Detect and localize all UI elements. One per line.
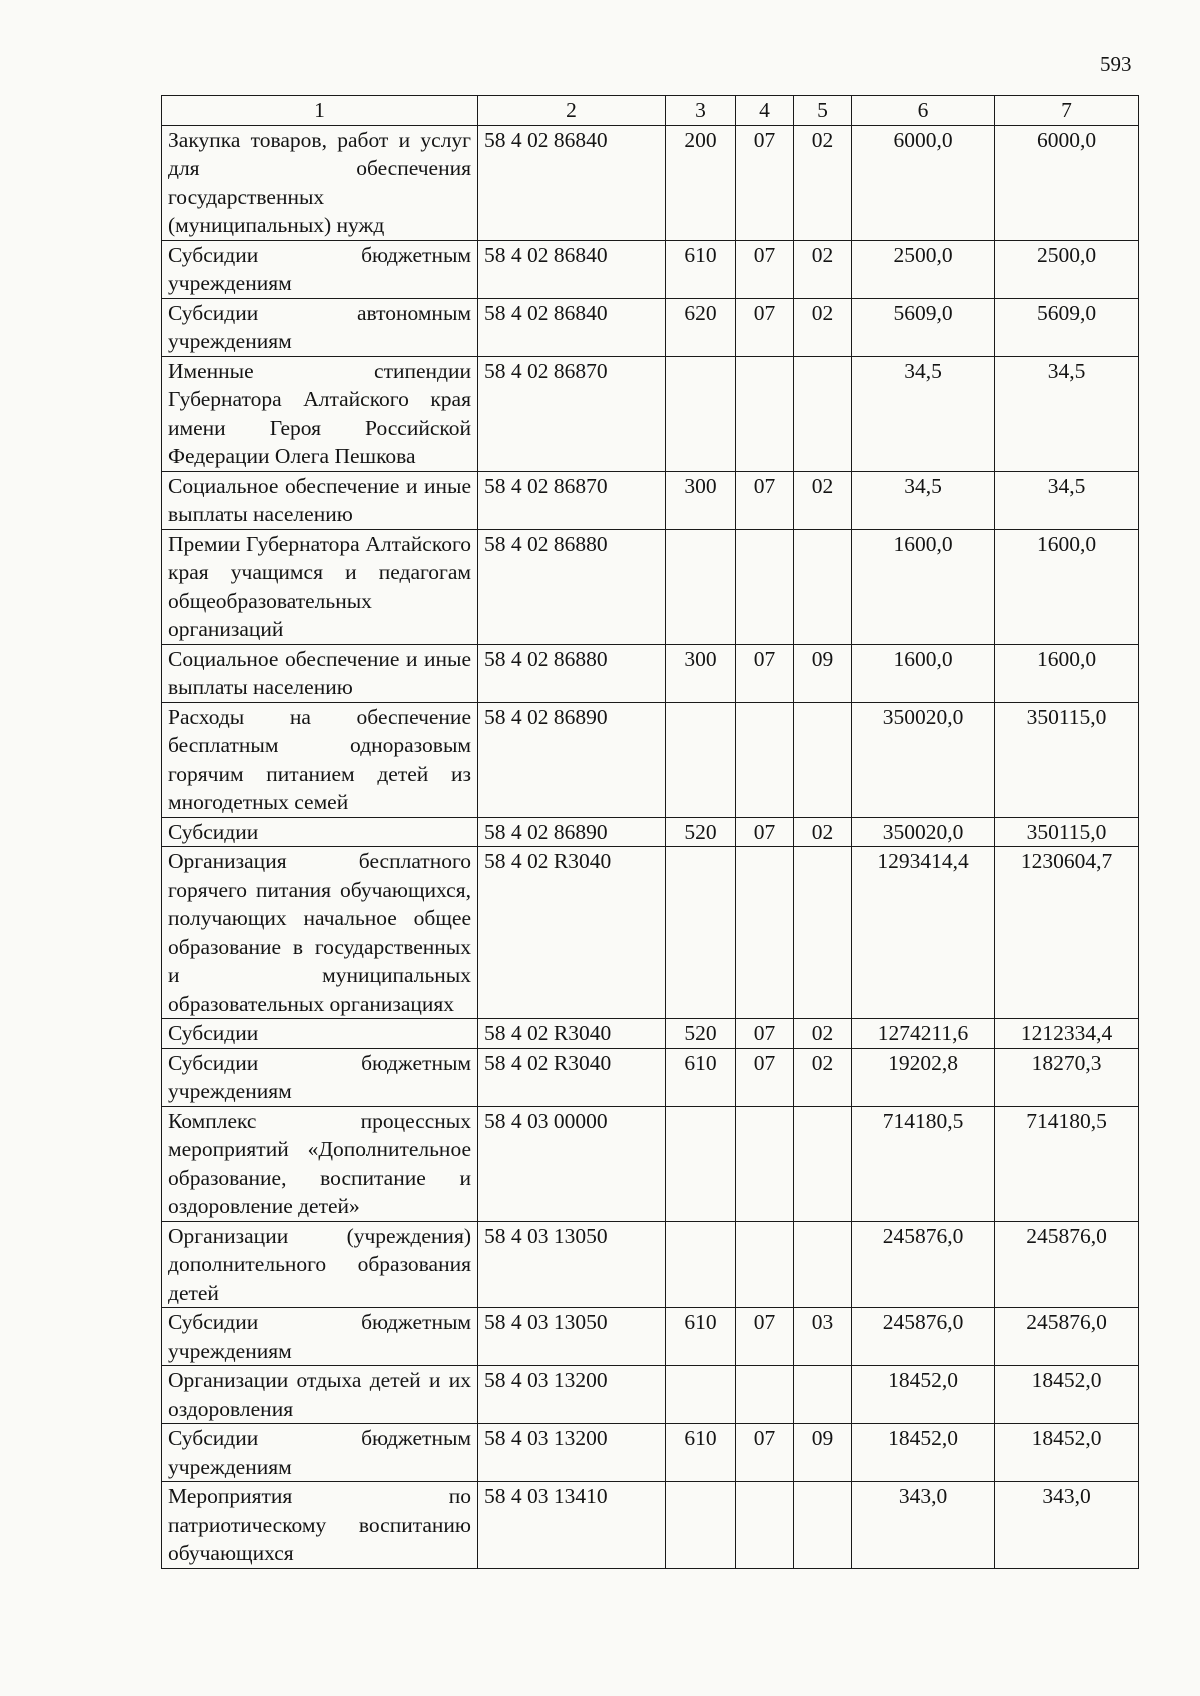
row-col6: 5609,0 <box>852 298 995 356</box>
row-col7: 5609,0 <box>995 298 1139 356</box>
row-col7: 18270,3 <box>995 1048 1139 1106</box>
table-row <box>162 644 1139 702</box>
row-col4 <box>736 1221 794 1308</box>
row-col4: 07 <box>736 1424 794 1482</box>
row-col5: 02 <box>794 125 852 240</box>
row-col4 <box>736 702 794 817</box>
row-col3: 200 <box>666 125 736 240</box>
row-col4 <box>736 1482 794 1569</box>
row-col4: 07 <box>736 1048 794 1106</box>
row-code: 58 4 02 86870 <box>478 356 666 471</box>
table-row <box>162 1424 1139 1482</box>
table-row <box>162 240 1139 298</box>
row-col5: 09 <box>794 1424 852 1482</box>
table-row <box>162 1019 1139 1049</box>
row-col3: 520 <box>666 1019 736 1049</box>
row-col3 <box>666 529 736 644</box>
row-name: Социальное обеспечение и иные выплаты населению <box>162 644 478 702</box>
row-code: 58 4 03 13050 <box>478 1221 666 1308</box>
row-col3: 610 <box>666 1424 736 1482</box>
row-col5 <box>794 1221 852 1308</box>
table-row <box>162 125 1139 240</box>
table-row <box>162 817 1139 847</box>
table-row <box>162 1221 1139 1308</box>
row-col4: 07 <box>736 644 794 702</box>
row-col6: 714180,5 <box>852 1106 995 1221</box>
row-name: Мероприятия по патриотическому воспитанию обучающихся <box>162 1482 478 1569</box>
row-col7: 343,0 <box>995 1482 1139 1569</box>
row-code: 58 4 02 R3040 <box>478 1019 666 1049</box>
row-col7: 34,5 <box>995 471 1139 529</box>
row-col7: 2500,0 <box>995 240 1139 298</box>
row-col7: 18452,0 <box>995 1424 1139 1482</box>
row-name: Организация бесплатного горячего питания обучающихся, получающих начальное общее образование в государственных и муниципальных образовательных организациях <box>162 847 478 1019</box>
row-col4: 07 <box>736 240 794 298</box>
table-row <box>162 702 1139 817</box>
row-col5 <box>794 1366 852 1424</box>
table-row <box>162 1366 1139 1424</box>
row-code: 58 4 03 13410 <box>478 1482 666 1569</box>
row-name: Комплекс процессных мероприятий «Дополнительное образование, воспитание и оздоровление детей» <box>162 1106 478 1221</box>
row-col6: 350020,0 <box>852 702 995 817</box>
row-col4: 07 <box>736 298 794 356</box>
column-header-3: 3 <box>666 96 736 126</box>
column-header-1: 1 <box>162 96 478 126</box>
row-name: Субсидии бюджетным учреждениям <box>162 240 478 298</box>
row-col4: 07 <box>736 1308 794 1366</box>
row-name: Организации отдыха детей и их оздоровления <box>162 1366 478 1424</box>
row-col4 <box>736 1106 794 1221</box>
row-name: Социальное обеспечение и иные выплаты населению <box>162 471 478 529</box>
table-row <box>162 471 1139 529</box>
row-col5 <box>794 1482 852 1569</box>
row-code: 58 4 02 R3040 <box>478 1048 666 1106</box>
row-col3: 610 <box>666 240 736 298</box>
table-body <box>162 125 1139 1568</box>
column-header-2: 2 <box>478 96 666 126</box>
row-col5: 02 <box>794 240 852 298</box>
table-row <box>162 847 1139 1019</box>
row-col3: 520 <box>666 817 736 847</box>
budget-table <box>161 95 1139 1569</box>
row-code: 58 4 03 13200 <box>478 1424 666 1482</box>
row-col7: 6000,0 <box>995 125 1139 240</box>
row-name: Субсидии бюджетным учреждениям <box>162 1048 478 1106</box>
row-name: Премии Губернатора Алтайского края учащимся и педагогам общеобразовательных организаций <box>162 529 478 644</box>
row-col5 <box>794 529 852 644</box>
row-code: 58 4 02 86880 <box>478 644 666 702</box>
row-col7: 350115,0 <box>995 817 1139 847</box>
row-col7: 1212334,4 <box>995 1019 1139 1049</box>
row-col4 <box>736 356 794 471</box>
row-col5: 02 <box>794 471 852 529</box>
row-code: 58 4 03 13050 <box>478 1308 666 1366</box>
row-col6: 343,0 <box>852 1482 995 1569</box>
row-col5 <box>794 702 852 817</box>
row-code: 58 4 02 86840 <box>478 240 666 298</box>
row-col3: 610 <box>666 1048 736 1106</box>
row-col6: 245876,0 <box>852 1308 995 1366</box>
row-col5 <box>794 847 852 1019</box>
row-col5 <box>794 1106 852 1221</box>
row-col6: 19202,8 <box>852 1048 995 1106</box>
row-code: 58 4 02 86890 <box>478 817 666 847</box>
row-col5: 02 <box>794 1019 852 1049</box>
row-name: Организации (учреждения) дополнительного образования детей <box>162 1221 478 1308</box>
row-code: 58 4 02 R3040 <box>478 847 666 1019</box>
table-row <box>162 298 1139 356</box>
row-col5: 02 <box>794 298 852 356</box>
row-col7: 245876,0 <box>995 1308 1139 1366</box>
row-code: 58 4 02 86870 <box>478 471 666 529</box>
row-col4 <box>736 1366 794 1424</box>
row-col6: 2500,0 <box>852 240 995 298</box>
row-col5: 02 <box>794 1048 852 1106</box>
row-name: Закупка товаров, работ и услуг для обеспечения государственных (муниципальных) нужд <box>162 125 478 240</box>
row-col5: 02 <box>794 817 852 847</box>
row-col7: 34,5 <box>995 356 1139 471</box>
row-code: 58 4 02 86880 <box>478 529 666 644</box>
row-col4: 07 <box>736 1019 794 1049</box>
row-col5: 09 <box>794 644 852 702</box>
row-code: 58 4 03 00000 <box>478 1106 666 1221</box>
row-col3 <box>666 702 736 817</box>
row-col7: 1230604,7 <box>995 847 1139 1019</box>
row-code: 58 4 02 86840 <box>478 125 666 240</box>
row-col7: 18452,0 <box>995 1366 1139 1424</box>
row-col5: 03 <box>794 1308 852 1366</box>
row-col6: 350020,0 <box>852 817 995 847</box>
row-name: Расходы на обеспечение бесплатным одноразовым горячим питанием детей из многодетных семей <box>162 702 478 817</box>
row-col6: 18452,0 <box>852 1424 995 1482</box>
table-row <box>162 356 1139 471</box>
row-col6: 34,5 <box>852 471 995 529</box>
row-col4 <box>736 529 794 644</box>
row-col6: 1293414,4 <box>852 847 995 1019</box>
row-col4: 07 <box>736 817 794 847</box>
column-header-4: 4 <box>736 96 794 126</box>
column-header-5: 5 <box>794 96 852 126</box>
row-col4: 07 <box>736 471 794 529</box>
row-code: 58 4 03 13200 <box>478 1366 666 1424</box>
row-col6: 34,5 <box>852 356 995 471</box>
row-name: Субсидии бюджетным учреждениям <box>162 1308 478 1366</box>
row-col3: 610 <box>666 1308 736 1366</box>
row-col3: 620 <box>666 298 736 356</box>
row-col3: 300 <box>666 644 736 702</box>
row-name: Субсидии автономным учреждениям <box>162 298 478 356</box>
row-name: Субсидии <box>162 1019 478 1049</box>
row-col7: 714180,5 <box>995 1106 1139 1221</box>
column-header-6: 6 <box>852 96 995 126</box>
row-col6: 245876,0 <box>852 1221 995 1308</box>
row-col7: 1600,0 <box>995 644 1139 702</box>
row-col3 <box>666 1106 736 1221</box>
table-row <box>162 529 1139 644</box>
table-row <box>162 1106 1139 1221</box>
row-code: 58 4 02 86890 <box>478 702 666 817</box>
row-col7: 350115,0 <box>995 702 1139 817</box>
row-col4: 07 <box>736 125 794 240</box>
table-row <box>162 1048 1139 1106</box>
row-col3: 300 <box>666 471 736 529</box>
row-col6: 1600,0 <box>852 529 995 644</box>
row-col3 <box>666 1366 736 1424</box>
row-col5 <box>794 356 852 471</box>
row-col4 <box>736 847 794 1019</box>
table-row <box>162 1482 1139 1569</box>
page-number: 593 <box>1100 52 1132 76</box>
row-name: Именные стипендии Губернатора Алтайского края имени Героя Российской Федерации Олега Пешкова <box>162 356 478 471</box>
row-col6: 18452,0 <box>852 1366 995 1424</box>
row-name: Субсидии <box>162 817 478 847</box>
row-col3 <box>666 1221 736 1308</box>
header-row <box>162 96 1139 126</box>
row-col3 <box>666 847 736 1019</box>
row-col7: 245876,0 <box>995 1221 1139 1308</box>
row-col3 <box>666 1482 736 1569</box>
row-col6: 1600,0 <box>852 644 995 702</box>
row-col3 <box>666 356 736 471</box>
row-code: 58 4 02 86840 <box>478 298 666 356</box>
row-name: Субсидии бюджетным учреждениям <box>162 1424 478 1482</box>
column-header-7: 7 <box>995 96 1139 126</box>
table-row <box>162 1308 1139 1366</box>
row-col6: 1274211,6 <box>852 1019 995 1049</box>
row-col7: 1600,0 <box>995 529 1139 644</box>
row-col6: 6000,0 <box>852 125 995 240</box>
